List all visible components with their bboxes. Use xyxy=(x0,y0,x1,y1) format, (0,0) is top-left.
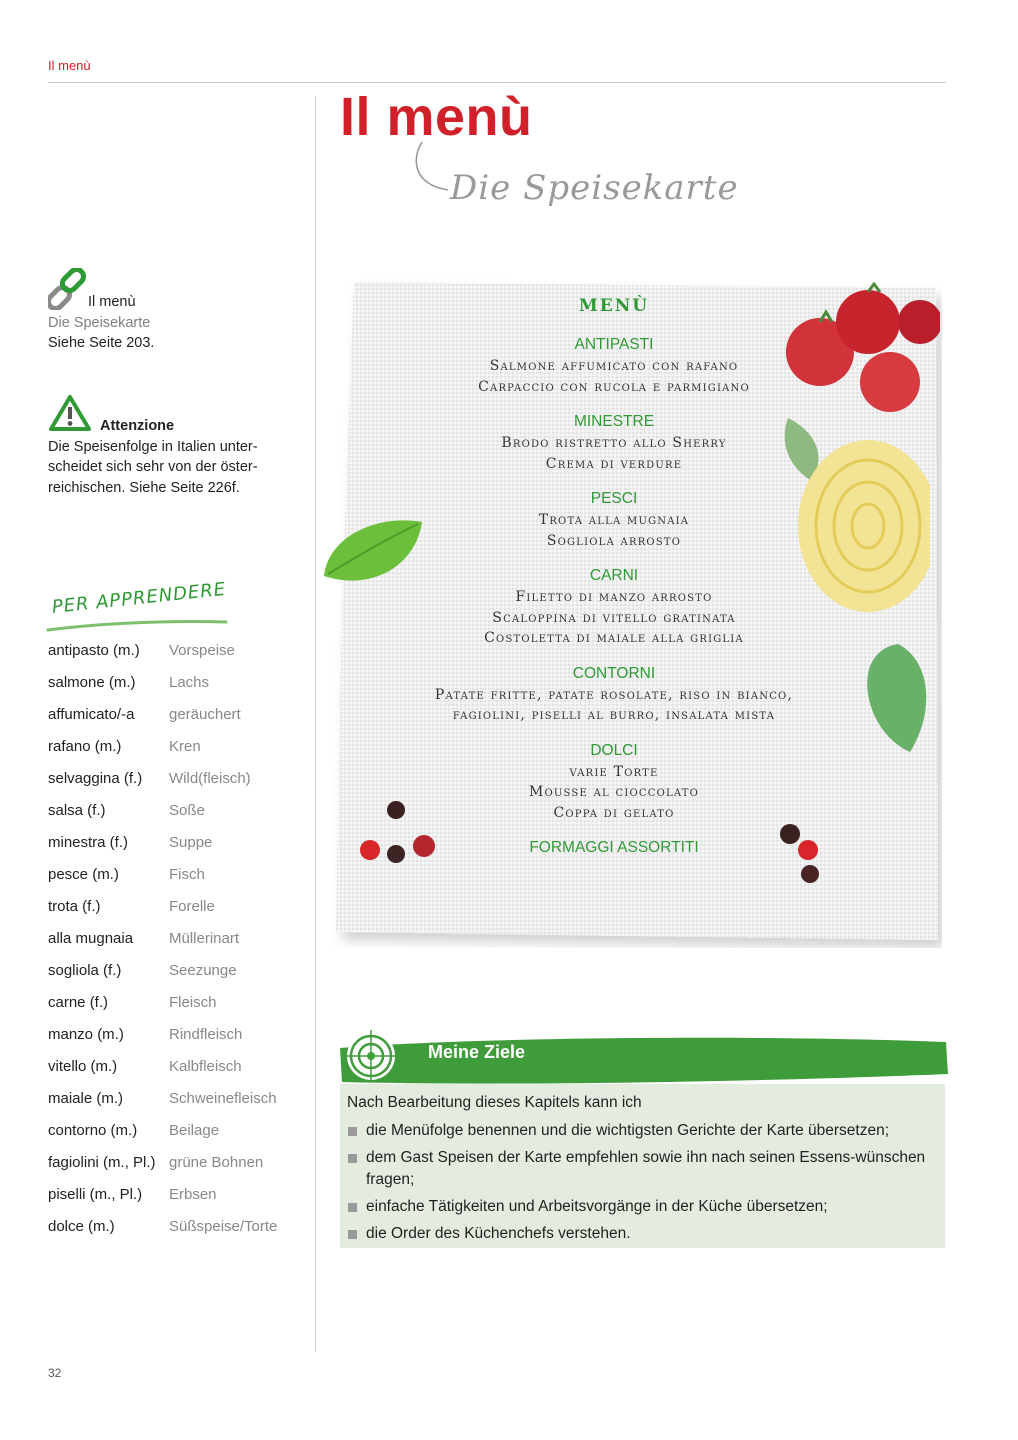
menu-dish: Mousse al cioccolato xyxy=(528,784,700,800)
menu-section-name: CONTORNI xyxy=(572,664,656,682)
column-divider xyxy=(315,96,316,1352)
vocab-german: Beilage xyxy=(169,1122,220,1139)
menu-section xyxy=(336,742,892,824)
menu-section-name: ANTIPASTI xyxy=(574,336,654,353)
goal-text: die Menüfolge benennen und die wichtigsten Gerichte der Karte übersetzen; xyxy=(366,1122,890,1139)
menu-dish: Costoletta di maiale alla griglia xyxy=(484,630,744,646)
page-number: 32 xyxy=(48,1366,62,1380)
menu-dish: varie Torte xyxy=(569,763,659,780)
menu-dish: Sogliola arrosto xyxy=(546,532,682,549)
vocab-german: Seezunge xyxy=(169,962,237,979)
vocab-german: Rindfleisch xyxy=(169,1026,243,1043)
vocab-italian: fagiolini (m., Pl.) xyxy=(48,1154,156,1171)
cross-reference-note xyxy=(48,268,308,354)
vocab-german: Kalbfleisch xyxy=(169,1058,242,1075)
vocab-heading-brushstroke xyxy=(44,612,230,634)
square-bullet-icon xyxy=(348,1154,357,1163)
menu-section xyxy=(336,665,892,726)
menu-dish: fagiolini, piselli al burro, insalata mista xyxy=(452,707,776,723)
note-link-line2: Die Speisekarte xyxy=(48,314,151,331)
menu-dish: Patate fritte, patate rosolate, riso in bianco, xyxy=(434,686,794,703)
vocab-italian: vitello (m.) xyxy=(48,1058,118,1075)
menu-section-name: DOLCI xyxy=(590,741,638,759)
vocab-german: Müllerinart xyxy=(169,930,240,947)
vocab-german: Erbsen xyxy=(169,1186,217,1203)
goal-item xyxy=(347,1120,937,1142)
vocab-german: Süßspeise/Torte xyxy=(169,1218,278,1235)
menu-section-name: MINESTRE xyxy=(573,413,655,430)
vocab-german: Forelle xyxy=(169,898,215,915)
warning-title: Attenzione xyxy=(100,418,175,434)
goal-item xyxy=(347,1196,937,1218)
square-bullet-icon xyxy=(348,1230,357,1239)
goals-list xyxy=(347,1120,937,1250)
menu-section-name: PESCI xyxy=(590,490,638,507)
vocab-italian: sogliola (f.) xyxy=(48,962,122,979)
goal-item xyxy=(347,1223,937,1245)
goal-text: die Order des Küchenchefs verstehen. xyxy=(366,1225,631,1242)
goal-text: einfache Tätigkeiten und Arbeitsvorgänge in der Küche übersetzen; xyxy=(366,1198,828,1215)
vocab-german: grüne Bohnen xyxy=(169,1154,264,1171)
vocab-german: Wild(fleisch) xyxy=(169,770,251,787)
page-title: Il menù xyxy=(340,87,533,147)
warning-text: Die Speisenfolge in Italien unter-scheidet sich sehr von der öster-reichischen. Siehe Seite 226f. xyxy=(48,438,258,496)
vocab-italian: salmone (m.) xyxy=(48,674,136,691)
menu-dish: Coppa di gelato xyxy=(553,804,675,821)
goals-intro: Nach Bearbeitung dieses Kapitels kann ich xyxy=(347,1094,642,1111)
menu-title: MENÙ xyxy=(578,296,650,316)
vocab-german: Fleisch xyxy=(169,994,217,1011)
menu-dish: Crema di verdure xyxy=(545,455,683,472)
warning-note xyxy=(48,394,298,498)
vocab-italian: rafano (m.) xyxy=(48,738,122,755)
menu-section xyxy=(336,413,892,474)
vocab-heading: PER APPRENDERE xyxy=(50,578,228,618)
vocab-italian: manzo (m.) xyxy=(48,1026,124,1043)
vocab-italian: alla mugnaia xyxy=(48,930,134,947)
menu-section xyxy=(336,839,892,857)
menu-section-name: FORMAGGI ASSORTITI xyxy=(529,839,699,856)
menu-dish: Carpaccio con rucola e parmigiano xyxy=(478,378,750,395)
running-header: Il menù xyxy=(48,58,91,73)
note-link-line1: Il menù xyxy=(88,294,136,310)
vocab-german: Vorspeise xyxy=(169,642,235,659)
menu-section xyxy=(336,336,892,397)
vocab-italian: minestra (f.) xyxy=(48,834,129,851)
vocab-italian: dolce (m.) xyxy=(48,1218,115,1235)
header-divider xyxy=(48,82,946,83)
square-bullet-icon xyxy=(348,1203,357,1212)
goals-title: Meine Ziele xyxy=(428,1042,526,1062)
page-subtitle: Die Speisekarte xyxy=(450,168,739,208)
subtitle-hook-decoration xyxy=(410,140,454,196)
vocab-german: Schweinefleisch xyxy=(169,1090,277,1107)
menu-dish: Brodo ristretto allo Sherry xyxy=(501,435,727,451)
vocab-german: Kren xyxy=(169,738,201,755)
warning-icon xyxy=(48,394,92,432)
menu-section xyxy=(336,490,892,551)
vocab-german: Soße xyxy=(169,802,205,819)
square-bullet-icon xyxy=(348,1127,357,1136)
vocab-italian: antipasto (m.) xyxy=(48,642,140,659)
vocab-italian: trota (f.) xyxy=(48,898,101,915)
vocab-italian: carne (f.) xyxy=(48,994,109,1011)
menu-dish: Scaloppina di vitello gratinata xyxy=(492,609,736,626)
vocab-german: Fisch xyxy=(169,866,205,883)
goal-item xyxy=(347,1147,937,1191)
vocab-italian: contorno (m.) xyxy=(48,1122,138,1139)
vocab-italian: pesce (m.) xyxy=(48,866,119,883)
vocab-german: geräuchert xyxy=(169,706,241,723)
vocab-italian: maiale (m.) xyxy=(48,1090,124,1107)
menu-section-name: CARNI xyxy=(589,567,639,584)
vocab-italian: piselli (m., Pl.) xyxy=(48,1186,143,1203)
vocab-italian: salsa (f.) xyxy=(48,802,106,819)
menu-text xyxy=(336,296,892,873)
menu-section xyxy=(336,567,892,649)
vocab-german: Lachs xyxy=(169,674,210,691)
menu-dish: Salmone affumicato con rafano xyxy=(489,358,739,374)
menu-dish: Filetto di manzo arrosto xyxy=(515,589,713,605)
vocab-german: Suppe xyxy=(169,834,213,851)
note-link-line3: Siehe Seite 203. xyxy=(48,335,155,351)
goal-text: dem Gast Speisen der Karte empfehlen sowie ihn nach seinen Essens-wünschen fragen; xyxy=(366,1149,926,1188)
vocab-italian: selvaggina (f.) xyxy=(48,770,143,787)
vocab-italian: affumicato/-a xyxy=(48,706,135,723)
menu-dish: Trota alla mugnaia xyxy=(538,512,690,528)
link-icon xyxy=(48,268,88,310)
